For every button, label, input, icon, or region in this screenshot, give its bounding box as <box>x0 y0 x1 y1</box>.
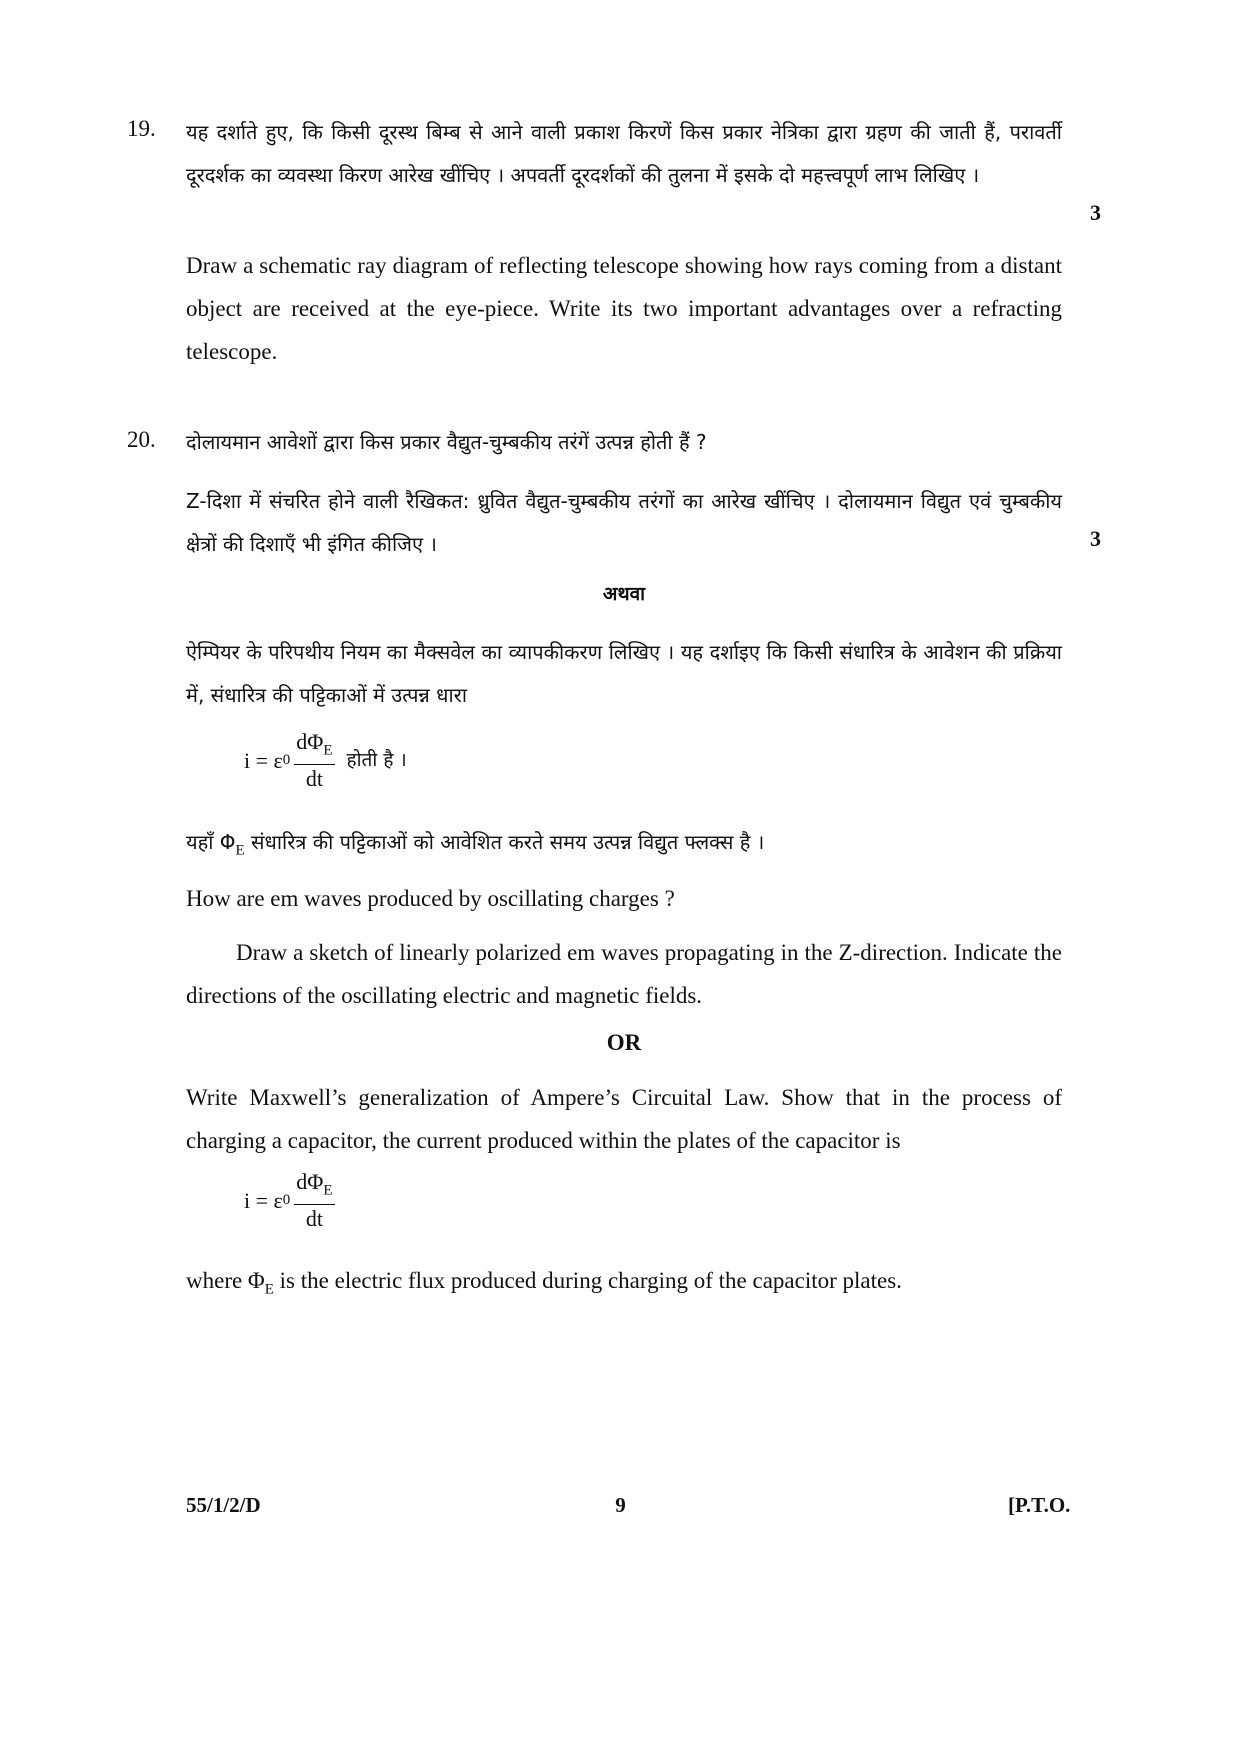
or-hindi: अथवा <box>602 583 646 605</box>
formula-fraction-en <box>294 1170 334 1231</box>
q20-marks: 3 <box>1090 526 1101 551</box>
formula-epsilon-sub-en: 0 <box>282 1192 291 1209</box>
footer-pto: [P.T.O. <box>1008 1493 1071 1517</box>
formula-suffix-hindi: होती है । <box>346 749 407 772</box>
q19-marks: 3 <box>1090 200 1101 225</box>
formula-fraction <box>294 730 334 791</box>
formula-numerator-en: $d\Phi_E$ <box>294 1170 334 1205</box>
q20-hindi-question-1: दोलायमान आवेशों द्वारा किस प्रकार वैद्युत-चुम्बकीय तरंगें उत्पन्न होती हैं ? <box>186 430 707 454</box>
footer-paper-code: 55/1/2/D <box>186 1493 261 1517</box>
or-english: OR <box>606 1030 642 1055</box>
q20-hindi-or-text: ऐम्पियर के परिपथीय नियम का मैक्सवेल का व्यापकीकरण लिखिए । यह दर्शाइए कि किसी संधारित्र के आवेशन की प्रक्रिया में, संधारित्र की पट्टिकाओं में उत्पन्न धारा <box>186 640 1062 707</box>
q20-english-question-2: Draw a sketch of linearly polarized em waves propagating in the Z-direction. Indicate the directions of the oscillating electric and magnetic fields. <box>186 940 1062 1008</box>
hindi-formula <box>244 730 407 791</box>
q20-english-or-text: Write Maxwell’s generalization of Ampere’s Circuital Law. Show that in the process of charging a capacitor, the current produced within the plates of the capacitor is <box>186 1085 1062 1153</box>
q20-hindi-question-2: Z-दिशा में संचरित होने वाली रैखिकत: ध्रुवित वैद्युत-चुम्बकीय तरंगों का आरेख खींचिए । दोलायमान विद्युत एवं चुम्बकीय क्षेत्रों की दिशाएँ भी इंगित कीजिए । <box>186 489 1062 556</box>
q20-hindi-where: यहाँ $\Phi_E$ संधारित्र की पट्टिकाओं को आवेशित करते समय उत्पन्न विद्युत फ्लक्स है । <box>186 830 765 859</box>
formula-denominator: dt <box>305 766 323 792</box>
question-number-20: 20. <box>127 427 156 452</box>
formula-lhs: i = ε <box>244 747 283 773</box>
formula-lhs-en: i = ε <box>244 1187 283 1213</box>
q19-hindi-text: यह दर्शाते हुए, कि किसी दूरस्थ बिम्ब से आने वाली प्रकाश किरणें किस प्रकार नेत्रिका द्वारा ग्रहण की जाती हैं, परावर्ती दूरदर्शक का व्यवस्था किरण आरेख खींचिए । अपवर्ती दूरदर्शकों की तुलना में इसके दो महत्त्वपूर्ण लाभ लिखिए । <box>186 120 1062 187</box>
formula-epsilon-sub: 0 <box>282 752 291 769</box>
q19-english-text: Draw a schematic ray diagram of reflecting telescope showing how rays coming from a distant object are received at the eye-piece. Write its two important advantages over a refracting telescope. <box>186 253 1062 364</box>
footer-page-number: 9 <box>615 1493 626 1517</box>
formula-numerator: $d\Phi_E$ <box>294 730 334 765</box>
formula-denominator-en: dt <box>305 1206 323 1232</box>
question-number-19: 19. <box>127 116 156 141</box>
q20-english-question-1: How are em waves produced by oscillating charges ? <box>186 886 675 911</box>
q20-english-where: where $\Phi_E$ is the electric flux produced during charging of the capacitor plates. <box>186 1268 902 1298</box>
english-formula <box>244 1170 341 1231</box>
